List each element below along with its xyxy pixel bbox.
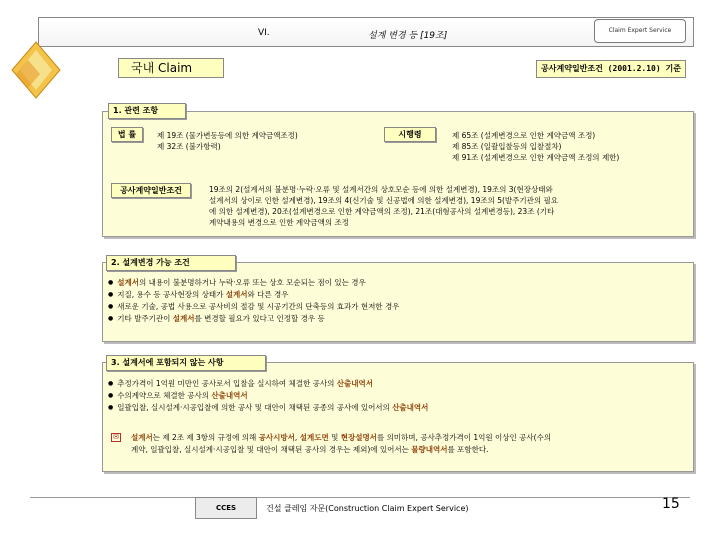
brand-label: Claim Expert Service xyxy=(594,19,686,43)
list-item: ● 지질, 용수 등 공사현장의 상태가 설계서와 다른 경우 xyxy=(108,289,399,301)
law-line-1: 제 19조 (물가변동등에 의한 계약금액조정) xyxy=(157,131,298,140)
list-item: ● 설계서의 내용이 불분명하거나 누락·오류 또는 상호 모순되는 점이 있는 경우 xyxy=(108,277,399,289)
law-line-2: 제 32조 (불가항력) xyxy=(157,142,221,151)
general-conditions-tag: 공사계약일반조건 xyxy=(111,183,191,198)
claim-label: 국내 Claim xyxy=(118,58,224,78)
list-item: ● 새로운 기술, 공법 사용으로 공사비의 절감 및 시공기간의 단축등의 효과가 현저한 경우 xyxy=(108,301,399,313)
decree-tag: 시행령 xyxy=(384,127,436,142)
section2-list xyxy=(108,277,399,325)
list-item: ● 기타 발주기관이 설계서를 변경할 필요가 있다고 인정할 경우 등 xyxy=(108,313,399,325)
diamond-logo-icon xyxy=(10,40,62,100)
standard-label: 공사계약일반조건 (2001.2.10) 기준 xyxy=(536,60,686,78)
general-line-3: 에 의한 설계변경), 20조(설계변경으로 인한 계약금액의 조정), 21조(대형공사의 설계변경등), 23조 (기타 xyxy=(209,207,555,216)
list-item: ● 일괄입찰, 실시설계·시공입찰에 의한 공사 및 대안이 채택된 공종의 공사에 있어서의 산출내역서 xyxy=(108,402,428,414)
section3-heading: 3. 설계서에 포함되지 않는 사항 xyxy=(106,355,266,371)
list-item: ● 수의계약으로 체결한 공사의 산출내역서 xyxy=(108,390,428,402)
decree-line-1: 제 65조 (설계변경으로 인한 계약금액 조정) xyxy=(452,131,596,140)
section3-list xyxy=(108,378,428,414)
footer-divider xyxy=(30,497,690,498)
section-number: VI. xyxy=(258,28,270,38)
list-item: ● 추정가격이 1억원 미만인 공사로서 입찰을 실시하여 체결한 공사의 산출내역서 xyxy=(108,378,428,390)
note-line-2: 계약, 일괄입찰, 실시설계·시공입찰 및 대안이 채택된 공사의 경우는 제외)에 있어서는 물량내역서를 포함한다. xyxy=(131,445,489,454)
cces-badge: CCES xyxy=(195,497,257,519)
law-tag: 법 률 xyxy=(111,127,143,142)
page-number: 15 xyxy=(662,496,680,512)
decree-line-2: 제 85조 (일괄입찰등의 입찰절차) xyxy=(452,142,562,151)
note-icon: ✉ xyxy=(111,433,121,442)
page-title: 설계 변경 등 [19조] xyxy=(368,31,448,41)
general-line-2: 설계서의 상이로 인한 설계변경), 19조의 4(신기술 및 신공법에 의한 설계변경), 19조의 5(발주기관의 필요 xyxy=(209,196,559,205)
section2-heading: 2. 설계변경 가능 조건 xyxy=(106,255,236,271)
general-line-1: 19조의 2(설계서의 불분명·누락·오류 및 설계서간의 상호모순 등에 의한 설계변경), 19조의 3(현장상태와 xyxy=(209,185,553,194)
note-line-1: 설계서는 제 2조 제 3항의 규정에 의해 공사시방서, 설계도면 및 현장설명서를 의미하며, 공사추정가격이 1억원 이상인 공사(수의 xyxy=(131,433,552,442)
section1-heading: 1. 관련 조항 xyxy=(108,103,186,119)
decree-line-3: 제 91조 (설계변경으로 인한 계약금액 조정의 제한) xyxy=(452,153,620,162)
footer-text: 건설 클레임 자문(Construction Claim Expert Service) xyxy=(266,504,469,513)
general-line-4: 계약내용의 변경으로 인한 계약금액의 조정 xyxy=(209,218,349,227)
